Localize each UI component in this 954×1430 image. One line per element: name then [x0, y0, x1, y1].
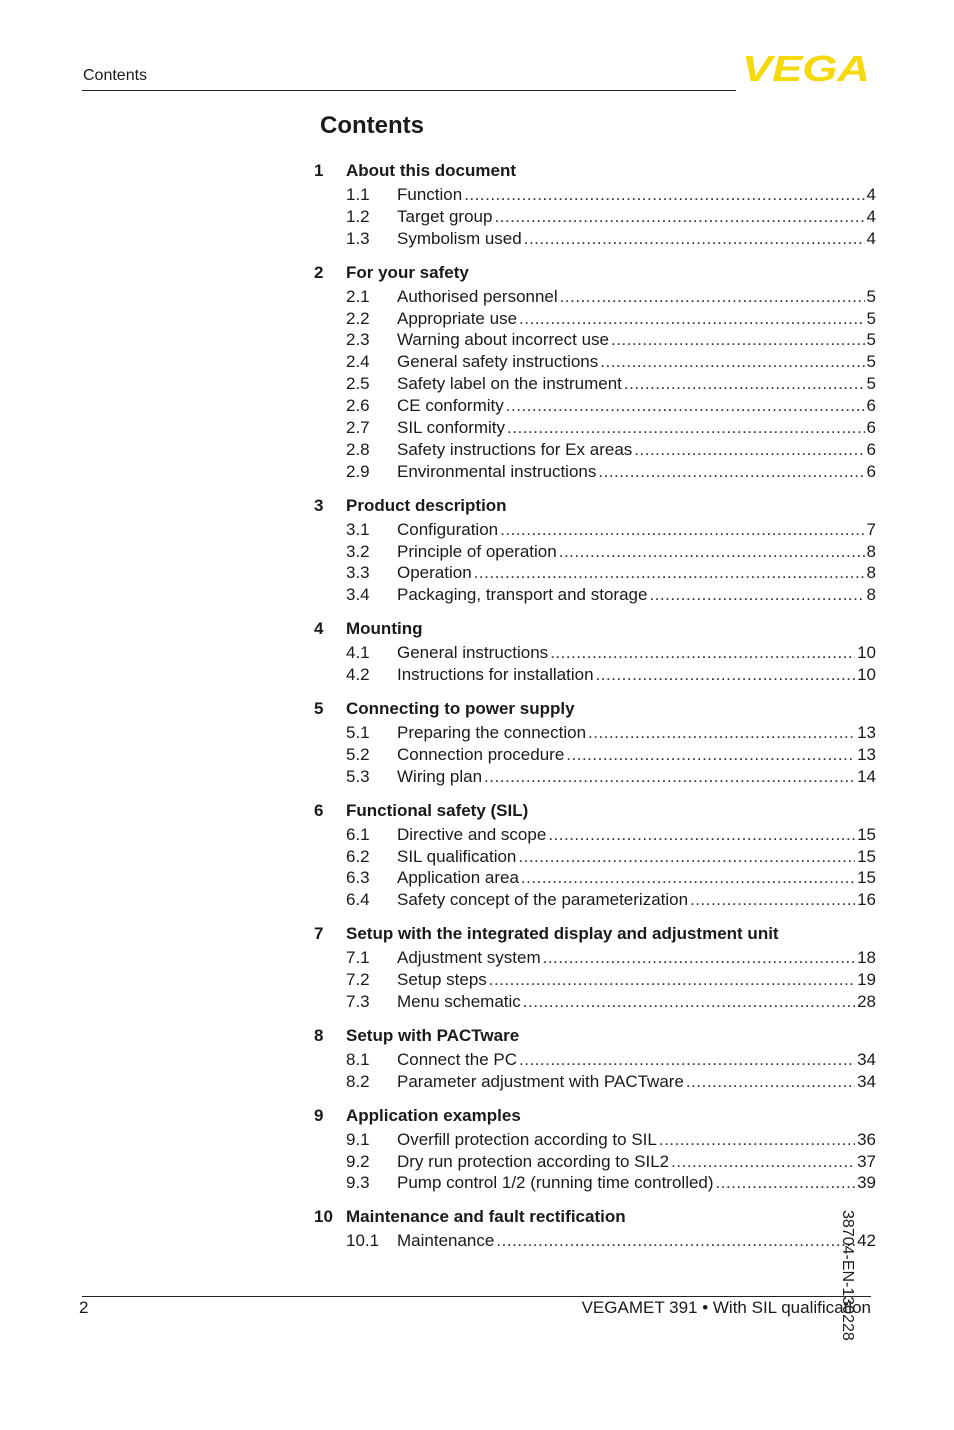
entry-page-number: 18 — [857, 948, 876, 968]
toc-entry[interactable] — [314, 1151, 876, 1173]
dot-leader — [716, 1173, 856, 1193]
entry-number: 1.2 — [346, 206, 370, 226]
entry-number: 6.3 — [346, 868, 370, 888]
section-title: For your safety — [346, 262, 469, 282]
footer-page-number: 2 — [79, 1298, 89, 1317]
toc-section — [314, 798, 876, 912]
entry-page-number: 10 — [857, 665, 876, 685]
entry-number: 3.4 — [346, 585, 370, 605]
entry-page-number: 37 — [857, 1151, 876, 1171]
entry-page-number: 5 — [866, 330, 876, 350]
svg-text:VEGA: VEGA — [742, 52, 870, 84]
section-heading[interactable] — [314, 1204, 876, 1230]
dot-leader — [624, 374, 865, 394]
entry-title: Maintenance — [397, 1231, 495, 1251]
entry-title: Dry run protection according to SIL2 — [397, 1151, 670, 1171]
entry-number: 5.2 — [346, 744, 370, 764]
section-title: Application examples — [346, 1105, 521, 1125]
entry-title: Appropriate use — [397, 308, 518, 328]
dot-leader — [507, 418, 865, 438]
entry-number: 8.2 — [346, 1071, 370, 1091]
entry-page-number: 19 — [857, 970, 876, 990]
entry-title: Safety label on the instrument — [397, 374, 622, 394]
toc-section — [314, 1103, 876, 1195]
entry-page-number: 6 — [866, 461, 876, 481]
toc-entry[interactable] — [314, 329, 876, 351]
toc-section — [314, 921, 876, 1013]
entry-page-number: 8 — [866, 541, 876, 561]
dot-leader — [496, 1231, 855, 1251]
entry-page-number: 39 — [857, 1173, 876, 1193]
section-number: 7 — [314, 924, 324, 944]
section-heading[interactable] — [314, 616, 876, 642]
section-title: Connecting to power supply — [346, 699, 575, 719]
entry-title: Connect the PC — [397, 1049, 518, 1069]
section-title: Product description — [346, 495, 507, 515]
toc-entry[interactable] — [314, 541, 876, 563]
dot-leader — [566, 745, 855, 765]
toc-entry[interactable] — [314, 846, 876, 868]
toc-entry[interactable] — [314, 461, 876, 483]
entry-title: Configuration — [397, 519, 499, 539]
entry-title: General safety instructions — [397, 352, 599, 372]
entry-title: Instructions for installation — [397, 665, 594, 685]
toc-entry[interactable] — [314, 584, 876, 606]
entry-number: 7.2 — [346, 970, 370, 990]
section-number: 1 — [314, 161, 324, 180]
entry-title: Menu schematic — [397, 991, 521, 1011]
section-title: Maintenance and fault rectification — [346, 1207, 626, 1227]
entry-number: 6.2 — [346, 846, 370, 866]
toc-entry[interactable] — [314, 206, 876, 228]
entry-title: Parameter adjustment with PACTware — [397, 1071, 684, 1091]
entry-page-number: 14 — [857, 766, 876, 786]
dot-leader — [523, 992, 855, 1012]
entry-page-number: 15 — [857, 846, 876, 866]
dot-leader — [484, 767, 855, 787]
entry-number: 3.1 — [346, 519, 370, 539]
section-heading[interactable] — [314, 921, 876, 947]
entry-number: 2.8 — [346, 439, 370, 459]
dot-leader — [611, 330, 865, 350]
entry-number: 9.3 — [346, 1173, 370, 1193]
toc-section — [314, 696, 876, 788]
entry-page-number: 8 — [866, 563, 876, 583]
entry-page-number: 6 — [866, 439, 876, 459]
entry-number: 1.3 — [346, 228, 370, 248]
entry-page-number: 4 — [866, 184, 876, 204]
entry-page-number: 13 — [857, 722, 876, 742]
entry-page-number: 4 — [866, 228, 876, 248]
dot-leader — [494, 207, 864, 227]
section-number: 2 — [314, 262, 324, 282]
entry-title: Packaging, transport and storage — [397, 585, 648, 605]
toc-entry[interactable] — [314, 286, 876, 308]
entry-page-number: 15 — [857, 824, 876, 844]
toc-entry[interactable] — [314, 722, 876, 744]
toc-entry[interactable] — [314, 417, 876, 439]
entry-page-number: 5 — [866, 374, 876, 394]
entry-number: 2.3 — [346, 330, 370, 350]
entry-number: 3.3 — [346, 563, 370, 583]
entry-page-number: 36 — [857, 1129, 876, 1149]
entry-page-number: 8 — [866, 585, 876, 605]
toc-entry[interactable] — [314, 766, 876, 788]
section-title: Setup with the integrated display and adjustment unit — [346, 924, 779, 944]
entry-title: Connection procedure — [397, 744, 565, 764]
header-rule — [82, 90, 736, 91]
entry-title: Authorised personnel — [397, 286, 558, 306]
section-heading[interactable] — [314, 158, 876, 184]
entry-page-number: 5 — [866, 308, 876, 328]
entry-page-number: 13 — [857, 744, 876, 764]
entry-page-number: 6 — [866, 396, 876, 416]
entry-page-number: 7 — [866, 519, 876, 539]
entry-number: 1.1 — [346, 184, 370, 204]
dot-leader — [600, 352, 864, 372]
dot-leader — [489, 970, 855, 990]
section-number: 4 — [314, 619, 324, 639]
section-number: 5 — [314, 699, 324, 719]
dot-leader — [519, 309, 865, 329]
toc-entry[interactable] — [314, 395, 876, 417]
dot-leader — [649, 585, 864, 605]
toc-entry[interactable] — [314, 867, 876, 889]
dot-leader — [524, 229, 865, 249]
toc-entry[interactable] — [314, 439, 876, 461]
section-heading[interactable] — [314, 1023, 876, 1049]
entry-page-number: 5 — [866, 286, 876, 306]
toc-section — [314, 1023, 876, 1093]
toc-entry[interactable] — [314, 351, 876, 373]
section-number: 6 — [314, 800, 324, 820]
entry-title: Pump control 1/2 (running time controlled) — [397, 1173, 714, 1193]
entry-number: 4.1 — [346, 643, 370, 663]
entry-page-number: 10 — [857, 643, 876, 663]
entry-title: Application area — [397, 868, 519, 888]
entry-title: Operation — [397, 563, 472, 583]
entry-title: Directive and scope — [397, 824, 547, 844]
entry-number: 2.7 — [346, 417, 370, 437]
dot-leader — [506, 396, 865, 416]
vega-logo — [742, 52, 872, 84]
toc-entry[interactable] — [314, 969, 876, 991]
dot-leader — [543, 948, 855, 968]
toc-entry[interactable] — [314, 1071, 876, 1093]
entry-number: 4.2 — [346, 665, 370, 685]
entry-number: 2.4 — [346, 352, 370, 372]
entry-title: Environmental instructions — [397, 461, 597, 481]
entry-number: 2.6 — [346, 396, 370, 416]
dot-leader — [519, 1050, 855, 1070]
entry-page-number: 42 — [857, 1231, 876, 1251]
entry-title: Symbolism used — [397, 228, 522, 248]
toc-entry[interactable] — [314, 184, 876, 206]
dot-leader — [521, 868, 855, 888]
entry-title: Preparing the connection — [397, 722, 587, 742]
entry-title: Overfill protection according to SIL — [397, 1129, 657, 1149]
section-number: 10 — [314, 1207, 333, 1227]
entry-number: 7.1 — [346, 948, 370, 968]
dot-leader — [500, 520, 864, 540]
entry-number: 9.2 — [346, 1151, 370, 1171]
entry-page-number: 15 — [857, 868, 876, 888]
section-number: 3 — [314, 495, 324, 515]
entry-number: 5.1 — [346, 722, 370, 742]
section-number: 8 — [314, 1025, 324, 1045]
section-heading[interactable] — [314, 696, 876, 722]
entry-title: SIL conformity — [397, 417, 506, 437]
entry-title: Setup steps — [397, 970, 487, 990]
dot-leader — [559, 542, 865, 562]
entry-page-number: 34 — [857, 1049, 876, 1069]
toc-entry[interactable] — [314, 373, 876, 395]
entry-number: 5.3 — [346, 766, 370, 786]
dot-leader — [548, 825, 855, 845]
entry-number: 2.2 — [346, 308, 370, 328]
entry-number: 2.5 — [346, 374, 370, 394]
section-title: Functional safety (SIL) — [346, 800, 529, 820]
entry-number: 3.2 — [346, 541, 370, 561]
entry-number: 2.1 — [346, 286, 370, 306]
entry-title: Warning about incorrect use — [397, 330, 609, 350]
entry-number: 8.1 — [346, 1049, 370, 1069]
entry-page-number: 5 — [866, 352, 876, 372]
entry-page-number: 34 — [857, 1071, 876, 1091]
section-heading[interactable] — [314, 493, 876, 519]
section-number: 9 — [314, 1105, 324, 1125]
dot-leader — [686, 1072, 855, 1092]
dot-leader — [518, 847, 855, 867]
toc-section — [314, 260, 876, 483]
running-header: Contents — [83, 67, 148, 84]
section-title: Mounting — [346, 619, 423, 639]
entry-number: 2.9 — [346, 461, 370, 481]
section-heading[interactable] — [314, 260, 876, 286]
toc-entry[interactable] — [314, 744, 876, 766]
toc-entry[interactable] — [314, 1129, 876, 1151]
entry-number: 6.1 — [346, 824, 370, 844]
toc-section — [314, 493, 876, 607]
entry-title: Wiring plan — [397, 766, 483, 786]
entry-title: Safety concept of the parameterization — [397, 890, 689, 910]
footer-rule — [82, 1296, 871, 1297]
dot-leader — [659, 1130, 855, 1150]
entry-title: CE conformity — [397, 396, 504, 416]
dot-leader — [550, 643, 855, 663]
section-heading[interactable] — [314, 1103, 876, 1129]
entry-title: Target group — [397, 206, 493, 226]
toc-entry[interactable] — [314, 642, 876, 664]
entry-page-number: 28 — [857, 991, 876, 1011]
entry-number: 10.1 — [346, 1231, 380, 1251]
toc-entry[interactable] — [314, 308, 876, 330]
toc-section — [314, 616, 876, 686]
toc-entry[interactable] — [314, 664, 876, 686]
section-heading[interactable] — [314, 798, 876, 824]
dot-leader — [588, 723, 855, 743]
entry-page-number: 16 — [857, 890, 876, 910]
dot-leader — [464, 185, 864, 205]
toc-entry[interactable] — [314, 519, 876, 541]
entry-page-number: 6 — [866, 417, 876, 437]
dot-leader — [474, 563, 865, 583]
entry-title: SIL qualification — [397, 846, 517, 866]
entry-title: Principle of operation — [397, 541, 557, 561]
toc-section — [314, 1204, 876, 1252]
toc-entry[interactable] — [314, 889, 876, 911]
entry-title: Function — [397, 184, 463, 204]
entry-title: Adjustment system — [397, 948, 541, 968]
entry-title: General instructions — [397, 643, 549, 663]
toc-entry[interactable] — [314, 562, 876, 584]
toc-section — [314, 158, 876, 250]
dot-leader — [598, 462, 864, 482]
toc-entry[interactable] — [314, 228, 876, 250]
dot-leader — [671, 1152, 855, 1172]
entry-number: 7.3 — [346, 991, 370, 1011]
section-title: About this document — [346, 161, 516, 180]
toc-entry[interactable] — [314, 1173, 876, 1195]
toc-entry[interactable] — [314, 824, 876, 846]
dot-leader — [560, 287, 865, 307]
table-of-contents — [314, 158, 876, 1262]
footer-product-name: VEGAMET 391 • With SIL qualification — [581, 1298, 871, 1317]
dot-leader — [634, 440, 864, 460]
dot-leader — [596, 665, 856, 685]
toc-entry[interactable] — [314, 1230, 876, 1252]
entry-number: 6.4 — [346, 890, 370, 910]
entry-number: 9.1 — [346, 1129, 370, 1149]
document-id: 38704-EN-130228 — [839, 1210, 856, 1341]
page-title: Contents — [320, 112, 424, 139]
dot-leader — [690, 890, 855, 910]
toc-entry[interactable] — [314, 947, 876, 969]
entry-title: Safety instructions for Ex areas — [397, 439, 633, 459]
toc-entry[interactable] — [314, 991, 876, 1013]
entry-page-number: 4 — [866, 206, 876, 226]
toc-entry[interactable] — [314, 1049, 876, 1071]
section-title: Setup with PACTware — [346, 1025, 520, 1045]
